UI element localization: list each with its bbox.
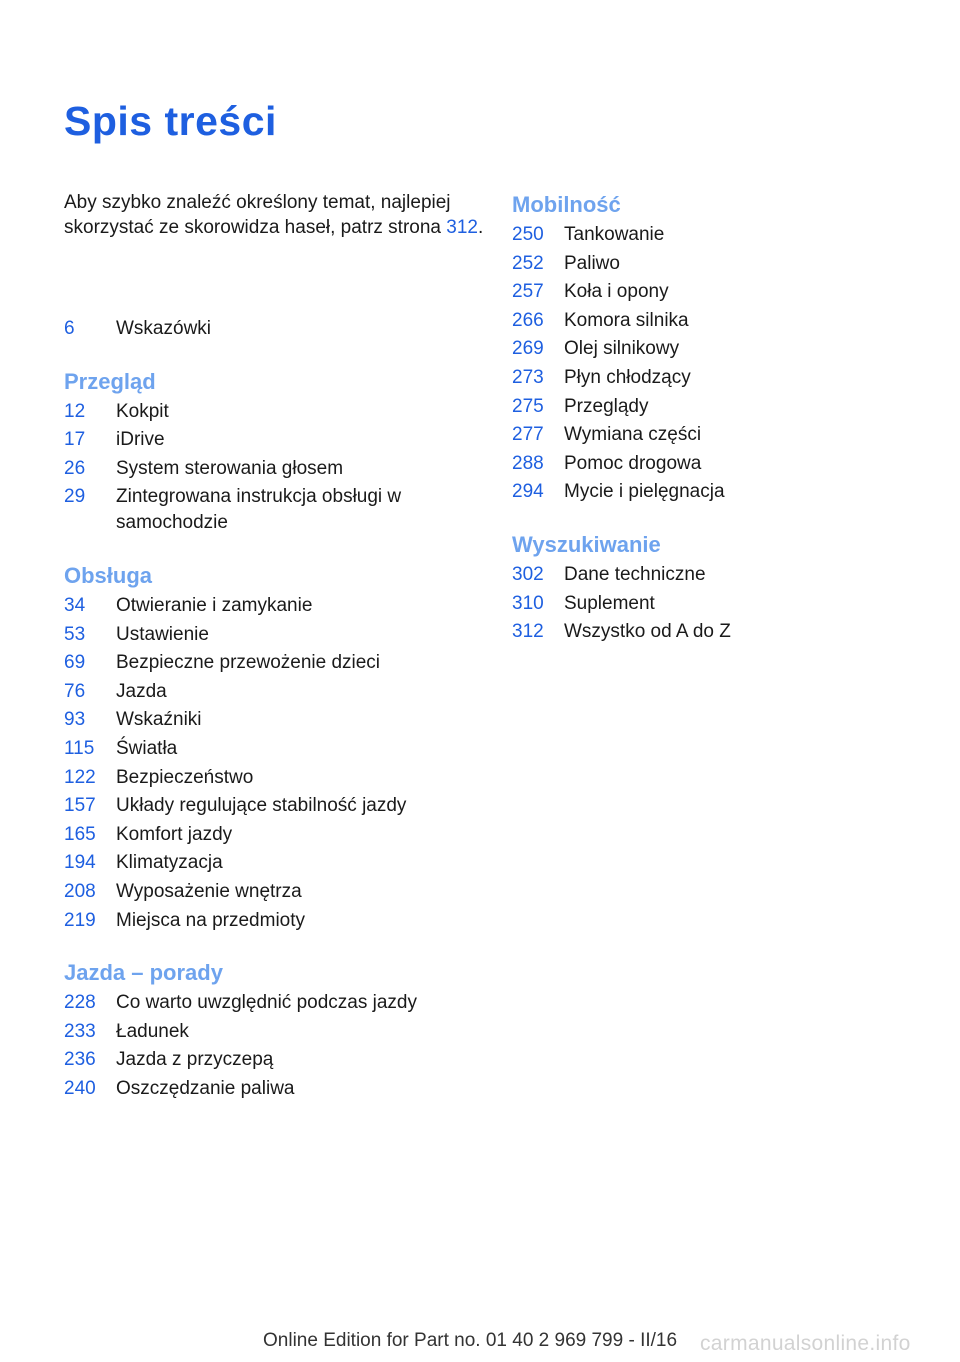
toc-entry-label: Przeglądy xyxy=(564,395,649,417)
toc-page-number[interactable]: 208 xyxy=(64,880,96,902)
toc-entry[interactable] xyxy=(512,451,932,477)
toc-entry-label: Wyposażenie wnętrza xyxy=(116,880,302,902)
toc-entry-label: Co warto uwzględnić podczas jazdy xyxy=(116,992,417,1014)
toc-page-number[interactable]: 53 xyxy=(64,623,86,645)
toc-entry-label: Komora silnika xyxy=(564,309,689,331)
toc-page-number[interactable]: 269 xyxy=(512,338,544,360)
toc-entry[interactable] xyxy=(64,990,484,1016)
toc-page-number[interactable]: 288 xyxy=(512,452,544,474)
toc-page-number[interactable]: 302 xyxy=(512,563,544,585)
toc-page-number[interactable]: 219 xyxy=(64,909,96,931)
toc-entry[interactable] xyxy=(64,622,484,648)
toc-entry-label: Dane techniczne xyxy=(564,563,706,585)
toc-page-number[interactable]: 294 xyxy=(512,481,544,503)
toc-page-number[interactable]: 228 xyxy=(64,992,96,1014)
toc-entry[interactable] xyxy=(64,456,484,482)
toc-entry[interactable] xyxy=(64,1047,484,1073)
toc-entry-label: Jazda z przyczepą xyxy=(116,1049,274,1071)
toc-entry-label: Tankowanie xyxy=(564,224,665,245)
toc-page-number[interactable]: 250 xyxy=(512,224,544,245)
toc-page-number[interactable]: 252 xyxy=(512,252,544,274)
toc-entry[interactable] xyxy=(512,422,932,448)
toc-entry[interactable] xyxy=(64,484,484,536)
section-title: Mobilność xyxy=(512,192,621,217)
toc-page-number[interactable]: 236 xyxy=(64,1049,96,1071)
section-gap xyxy=(64,345,484,365)
toc-entry-label: Bezpieczeństwo xyxy=(116,766,254,788)
toc-entry[interactable] xyxy=(64,427,484,453)
toc-entry-label: iDrive xyxy=(116,429,165,451)
toc-left-column xyxy=(64,316,484,1104)
toc-entry[interactable] xyxy=(64,679,484,705)
toc-right-column xyxy=(512,188,932,648)
section-title: Wyszukiwanie xyxy=(512,531,661,557)
toc-entry-label: Miejsca na przedmioty xyxy=(116,909,306,931)
toc-entry[interactable] xyxy=(512,479,932,505)
toc-entry-label: Koła i opony xyxy=(564,281,669,303)
toc-entry-label: Wymiana części xyxy=(564,424,702,446)
toc-entry[interactable] xyxy=(64,593,484,619)
toc-entry[interactable] xyxy=(512,591,932,617)
toc-page-number[interactable]: 17 xyxy=(64,429,86,451)
toc-entry[interactable] xyxy=(512,336,932,362)
toc-entry-label: Wskazówki xyxy=(116,318,212,339)
toc-entry-label: Olej silnikowy xyxy=(564,338,680,360)
section-title: Jazda – porady xyxy=(64,960,223,986)
toc-entry[interactable] xyxy=(512,394,932,420)
section-title: Przegląd xyxy=(64,368,156,394)
toc-page-number[interactable]: 122 xyxy=(64,766,96,788)
intro-suffix: . xyxy=(477,217,484,238)
toc-entry[interactable] xyxy=(64,736,484,762)
page-title: Spis treści xyxy=(64,98,277,144)
toc-page-number[interactable]: 165 xyxy=(64,823,96,845)
toc-entry-label: Wskaźniki xyxy=(116,709,202,731)
toc-entry[interactable] xyxy=(64,879,484,905)
toc-page-number[interactable]: 194 xyxy=(64,852,96,874)
intro-text xyxy=(64,190,484,240)
toc-entry-label: Mycie i pielęgnacja xyxy=(564,481,725,503)
toc-entry[interactable] xyxy=(512,562,932,588)
toc-entry[interactable] xyxy=(64,908,484,934)
toc-entry[interactable] xyxy=(512,308,932,334)
section-gap xyxy=(512,508,932,528)
toc-page-number[interactable]: 93 xyxy=(64,709,86,731)
toc-page-number[interactable]: 69 xyxy=(64,652,86,674)
toc-entry-label: Komfort jazdy xyxy=(116,823,233,845)
toc-entry-label: Otwieranie i zamykanie xyxy=(116,594,313,616)
section-title: Obsługa xyxy=(64,562,153,588)
toc-page-number[interactable]: 29 xyxy=(64,486,86,508)
toc-entry-label: Pomoc drogowa xyxy=(564,452,702,474)
toc-page-number[interactable]: 277 xyxy=(512,424,544,446)
toc-entry-label: Wszystko od A do Z xyxy=(564,621,731,643)
toc-page-number[interactable]: 257 xyxy=(512,281,544,303)
toc-entry[interactable] xyxy=(512,222,932,248)
toc-entry-label: Kokpit xyxy=(116,400,169,422)
toc-page-number[interactable]: 115 xyxy=(64,737,95,759)
toc-entry-label: Światła xyxy=(116,737,178,759)
toc-page-number[interactable]: 275 xyxy=(512,395,544,417)
toc-entry[interactable] xyxy=(512,251,932,277)
toc-entry-label: Jazda xyxy=(116,680,167,702)
toc-entry[interactable] xyxy=(64,650,484,676)
toc-entry[interactable] xyxy=(64,316,484,342)
toc-entry[interactable] xyxy=(64,793,484,819)
intro-page-link[interactable]: 312 xyxy=(446,217,478,238)
toc-page-number[interactable]: 266 xyxy=(512,309,544,331)
toc-page-number[interactable]: 273 xyxy=(512,366,544,388)
toc-entry-label: Bezpieczne przewożenie dzieci xyxy=(116,652,381,674)
toc-entry-label: Ustawienie xyxy=(116,623,209,645)
toc-entry-label: Zintegrowana instrukcja obsługi w samochodzie xyxy=(116,486,402,534)
toc-page-number[interactable]: 6 xyxy=(64,318,75,339)
toc-entry-label: Płyn chłodzący xyxy=(564,366,691,388)
toc-entry[interactable] xyxy=(64,850,484,876)
toc-page-number[interactable]: 26 xyxy=(64,457,86,479)
toc-entry[interactable] xyxy=(64,707,484,733)
section-gap xyxy=(64,539,484,559)
toc-page-number[interactable]: 76 xyxy=(64,680,86,702)
toc-page-number[interactable]: 12 xyxy=(64,400,86,422)
watermark-logo: carmanualsonline.info xyxy=(700,1332,911,1355)
toc-entry-label: System sterowania głosem xyxy=(116,457,344,479)
toc-entry[interactable] xyxy=(512,365,932,391)
toc-entry[interactable] xyxy=(64,822,484,848)
footer-edition: Online Edition for Part no. 01 40 2 969 799 - II/16 xyxy=(263,1330,678,1351)
toc-entry[interactable] xyxy=(64,399,484,425)
toc-page-number[interactable]: 312 xyxy=(512,621,544,643)
toc-page-number[interactable]: 157 xyxy=(64,795,96,817)
toc-entry[interactable] xyxy=(512,619,932,645)
toc-entry-label: Ładunek xyxy=(116,1020,189,1042)
toc-page-number[interactable]: 233 xyxy=(64,1020,96,1042)
section-gap xyxy=(64,936,484,956)
toc-entry-label: Klimatyzacja xyxy=(116,852,223,874)
toc-page-number[interactable]: 240 xyxy=(64,1077,96,1099)
toc-entry-label: Suplement xyxy=(564,592,655,614)
toc-entry-label: Oszczędzanie paliwa xyxy=(116,1077,295,1099)
intro-body: Aby szybko znaleźć określony temat, najlepiej skorzystać ze skorowidza haseł, patrz strona xyxy=(64,192,451,238)
toc-page-number[interactable]: 34 xyxy=(64,594,86,616)
toc-entry[interactable] xyxy=(64,765,484,791)
toc-entry-label: Układy regulujące stabilność jazdy xyxy=(116,795,407,817)
toc-entry[interactable] xyxy=(64,1076,484,1102)
toc-entry[interactable] xyxy=(64,1019,484,1045)
toc-entry[interactable] xyxy=(512,279,932,305)
toc-page-number[interactable]: 310 xyxy=(512,592,544,614)
toc-entry-label: Paliwo xyxy=(564,252,620,274)
